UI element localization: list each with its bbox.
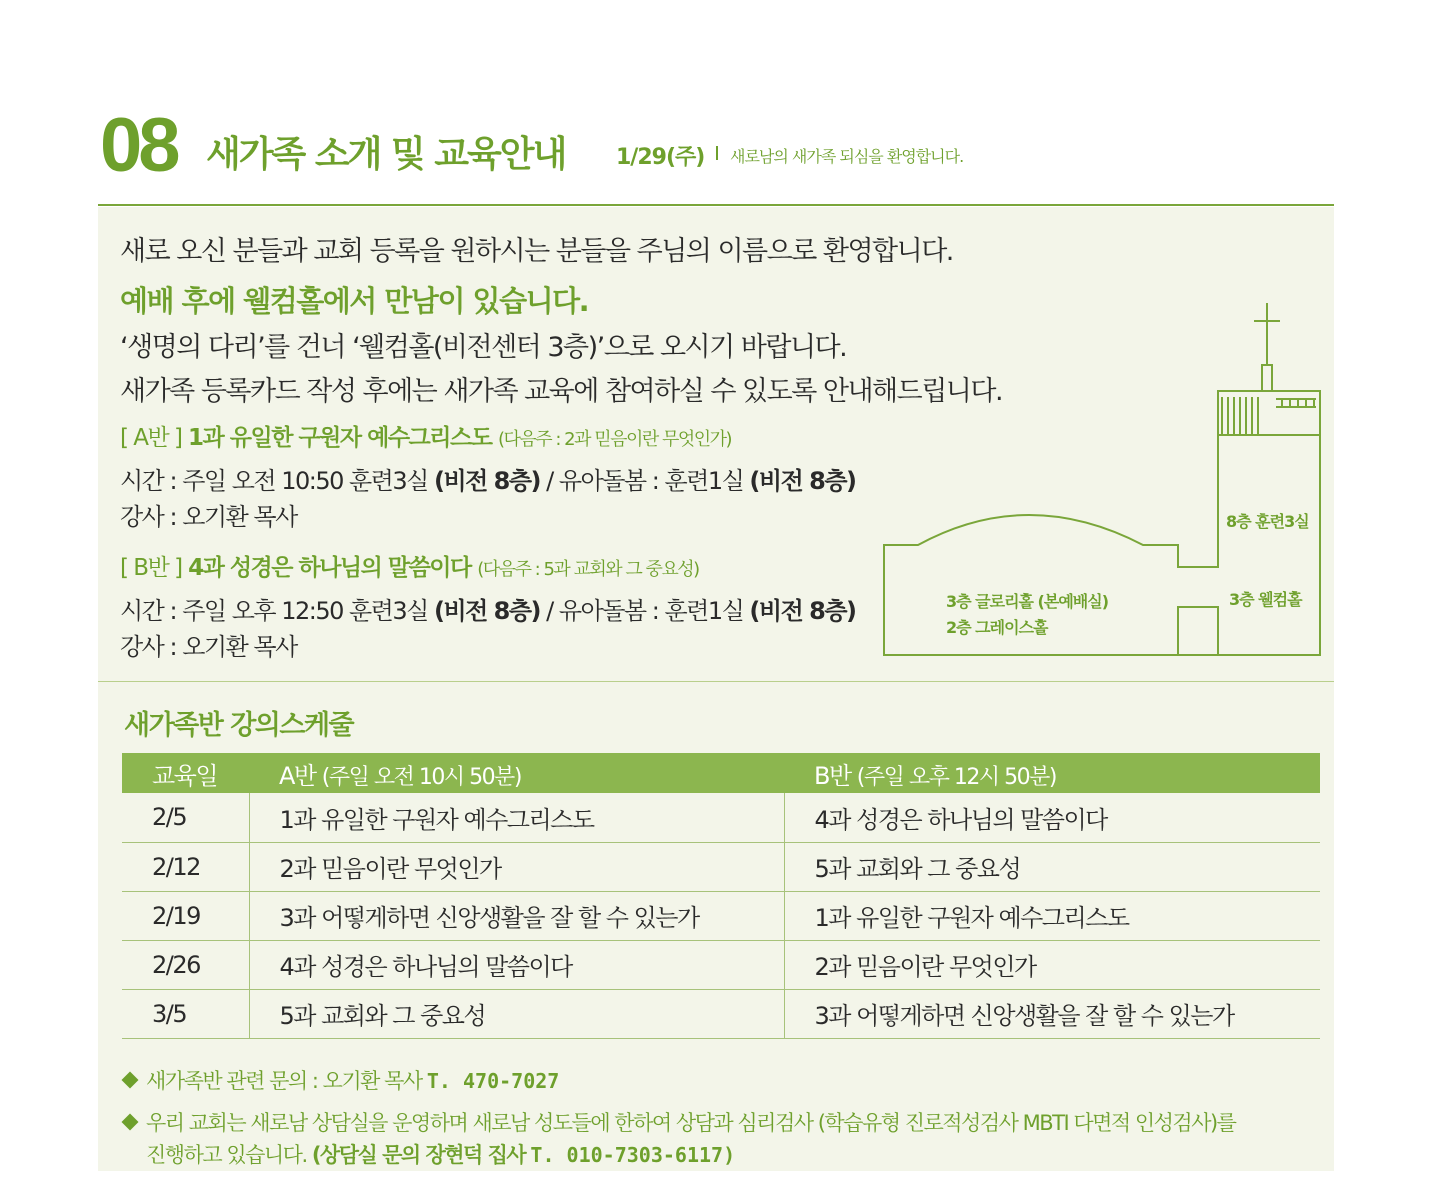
contact-note — [124, 1065, 559, 1095]
building-illustration — [878, 299, 1328, 669]
cell-class-a: 5과 교회와 그 중요성 — [249, 989, 784, 1038]
table-row — [122, 989, 1320, 1038]
contact-text: 새가족반 관련 문의 : 오기환 목사 — [146, 1069, 422, 1093]
cell-class-b: 5과 교회와 그 중요성 — [784, 842, 1320, 891]
class-a-care-text: / 유아돌봄 : 훈련1실 — [546, 467, 744, 495]
cell-class-b: 1과 유일한 구원자 예수그리스도 — [784, 891, 1320, 940]
intro-highlight: 예배 후에 웰컴홀에서 만남이 있습니다. — [120, 284, 589, 318]
header-date: 교육일 — [122, 753, 249, 793]
class-b-time-location: (비전 8층) — [433, 597, 541, 625]
class-b-next: (다음주 : 5과 교회와 그 중요성) — [477, 559, 699, 580]
section-subtitle: 새로남의 새가족 되심을 환영합니다. — [730, 147, 964, 166]
table-row — [122, 842, 1320, 891]
table-row — [122, 793, 1320, 842]
section-title: 새가족 소개 및 교육안내 — [206, 134, 566, 175]
section-number: 08 — [100, 103, 177, 188]
counsel-note-cont — [146, 1139, 735, 1169]
section-header — [98, 100, 1334, 206]
header-a-time: (주일 오전 10시 50분) — [321, 764, 521, 790]
class-a-next: (다음주 : 2과 믿음이란 무엇인가) — [497, 429, 732, 450]
class-a-title — [120, 419, 731, 452]
cell-class-a: 1과 유일한 구원자 예수그리스도 — [249, 793, 784, 842]
label-3f-glory: 3층 글로리홀 (본예배실) — [946, 592, 1109, 611]
class-b-time — [120, 591, 855, 626]
class-b-title — [120, 549, 699, 582]
table-row — [122, 940, 1320, 989]
diamond-bullet-icon — [122, 1072, 139, 1089]
separator — [716, 146, 718, 160]
header-b-time: (주일 오후 12시 50분) — [856, 764, 1056, 790]
class-b-tag: [ B반 ] — [120, 555, 182, 581]
class-b-lesson: 4과 성경은 하나님의 말씀이다 — [188, 555, 471, 581]
cell-class-a: 3과 어떻게하면 신앙생활을 잘 할 수 있는가 — [249, 891, 784, 940]
class-a-time-location: (비전 8층) — [433, 467, 541, 495]
divider — [98, 681, 1334, 682]
header-class-a — [249, 753, 784, 793]
cell-class-b: 2과 믿음이란 무엇인가 — [784, 940, 1320, 989]
cell-class-b: 4과 성경은 하나님의 말씀이다 — [784, 793, 1320, 842]
table-row — [122, 891, 1320, 940]
counsel-note — [124, 1107, 1235, 1137]
section-date: 1/29(주) — [616, 145, 705, 170]
counsel-phone: T. 010-7303-6117) — [530, 1143, 736, 1167]
label-8f: 8층 훈련3실 — [1226, 512, 1309, 531]
label-2f-grace: 2층 그레이스홀 — [946, 618, 1048, 637]
diamond-bullet-icon — [122, 1114, 139, 1131]
class-a-lesson: 1과 유일한 구원자 예수그리스도 — [188, 425, 492, 451]
schedule-title: 새가족반 강의스케줄 — [124, 710, 354, 741]
counsel-contact: (상담실 문의 장현덕 집사 — [311, 1143, 526, 1167]
cell-class-a: 4과 성경은 하나님의 말씀이다 — [249, 940, 784, 989]
counsel-text-cont: 진행하고 있습니다. — [146, 1143, 307, 1167]
header-b-name: B반 — [814, 761, 851, 790]
intro-registration: 새가족 등록카드 작성 후에는 새가족 교육에 참여하실 수 있도록 안내해드립니다. — [120, 376, 1003, 407]
cell-date: 2/5 — [122, 793, 249, 842]
schedule-table — [122, 753, 1320, 1039]
building-map — [878, 299, 1328, 669]
cell-date: 2/19 — [122, 891, 249, 940]
class-a-time-text: 시간 : 주일 오전 10:50 훈련3실 — [120, 467, 428, 495]
content-panel — [98, 207, 1334, 1171]
class-a-time — [120, 461, 855, 496]
class-b-time-text: 시간 : 주일 오후 12:50 훈련3실 — [120, 597, 428, 625]
label-3f-welcome: 3층 웰컴홀 — [1229, 590, 1302, 609]
class-b-care-location: (비전 8층) — [749, 597, 856, 625]
cell-date: 3/5 — [122, 989, 249, 1038]
class-a-tag: [ A반 ] — [120, 425, 182, 451]
cell-date: 2/26 — [122, 940, 249, 989]
cell-class-b: 3과 어떻게하면 신앙생활을 잘 할 수 있는가 — [784, 989, 1320, 1038]
contact-phone: T. 470-7027 — [426, 1069, 560, 1093]
table-header-row — [122, 753, 1320, 793]
class-b-care-text: / 유아돌봄 : 훈련1실 — [546, 597, 744, 625]
class-a-care-location: (비전 8층) — [749, 467, 856, 495]
header-a-name: A반 — [279, 761, 316, 790]
class-b-teacher: 강사 : 오기환 목사 — [120, 633, 297, 661]
intro-directions: ‘생명의 다리’를 건너 ‘웰컴홀(비전센터 3층)’으로 오시기 바랍니다. — [120, 332, 847, 363]
cell-class-a: 2과 믿음이란 무엇인가 — [249, 842, 784, 891]
class-a-teacher: 강사 : 오기환 목사 — [120, 503, 297, 531]
counsel-text: 우리 교회는 새로남 상담실을 운영하며 새로남 성도들에 한하여 상담과 심리검사 (학습유형 진로적성검사 MBTI 다면적 인성검사)를 — [146, 1111, 1236, 1135]
cell-date: 2/12 — [122, 842, 249, 891]
header-class-b — [784, 753, 1320, 793]
intro-line: 새로 오신 분들과 교회 등록을 원하시는 분들을 주님의 이름으로 환영합니다. — [120, 236, 953, 267]
